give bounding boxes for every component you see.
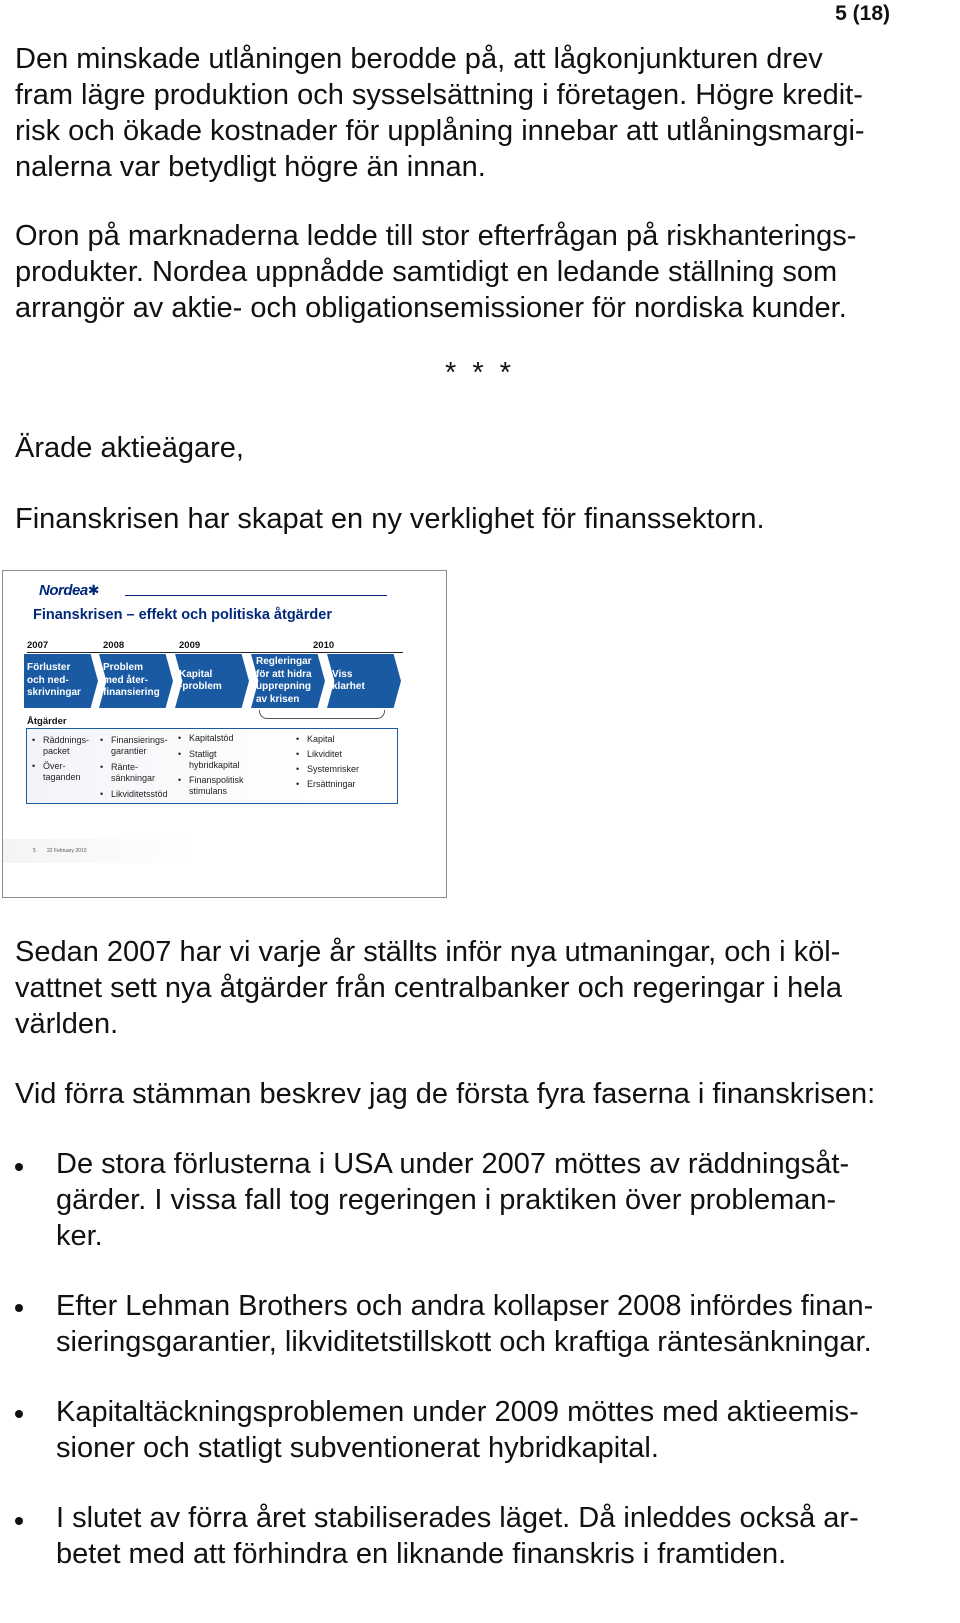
timeline-line [27, 652, 403, 653]
slide-date: 22 February 2010 [47, 848, 87, 854]
phase-label: Viss klarhet [332, 668, 365, 692]
bullet-item: I slutet av förra året stabiliserades läget. Då inleddes också ar- betet med att förhindra en liknande finanskris i framtiden. [56, 1502, 859, 1570]
slide-footer-band [3, 839, 193, 863]
slide-title: Finanskrisen – effekt och politiska åtgärder [33, 607, 332, 623]
page-number: 5 (18) [835, 2, 890, 25]
measure-item: • Systemrisker [307, 764, 359, 775]
measure-item: • Kapital [307, 734, 335, 745]
phase-label: Regleringar för att hidra upprepning av krisen [256, 656, 312, 705]
year-label: 2009 [179, 640, 201, 651]
measure-item: • Likviditet [307, 749, 342, 760]
measure-item: • Finansierings- garantier [111, 735, 168, 757]
paragraph-lending: Den minskade utlåningen berodde på, att lågkonjunkturen drev fram lägre produktion och sysselsättning i företagen. Högre kredit- risk och ökade kostnader för upplåning innebar att utlåningsmargi- nalerna var betydligt högre än innan. [15, 43, 865, 183]
measures-box [26, 728, 398, 804]
bullet-icon [15, 1410, 23, 1418]
measure-item: • Finanspolitisk stimulans [189, 775, 244, 797]
slide-page-number: 5 [33, 848, 36, 854]
measure-item: • Ränte- sänkningar [111, 762, 155, 784]
phase-brace [259, 710, 385, 719]
phase-label: Förluster och ned- skrivningar [27, 662, 81, 699]
bullet-icon [15, 1517, 23, 1525]
bullet-item: Kapitaltäckningsproblemen under 2009 möttes med aktieemis- sioner och statligt subventionerat hybridkapital. [56, 1396, 859, 1464]
measure-item: • Ersättningar [307, 779, 356, 790]
year-label: 2010 [313, 640, 335, 651]
bullet-item: De stora förlusterna i USA under 2007 möttes av räddningsåt- gärder. I vissa fall tog regeringen i praktiken över probleman- ker. [56, 1148, 850, 1252]
measure-item: • Över- taganden [43, 761, 81, 783]
measure-item: • Likviditetsstöd [111, 789, 168, 800]
bullet-item: Efter Lehman Brothers och andra kollapser 2008 infördes finan- sieringsgarantier, likviditetstillskott och kraftiga räntesänkningar. [56, 1290, 874, 1358]
measure-item: • Statligt hybridkapital [189, 749, 240, 771]
bullet-icon [15, 1163, 23, 1171]
embedded-slide [2, 570, 447, 898]
bullet-icon [15, 1304, 23, 1312]
phase-label: Kapital -problem [179, 668, 222, 692]
logo-star-icon: ✱ [87, 582, 99, 598]
paragraph-challenges: Sedan 2007 har vi varje år ställts inför nya utmaningar, och i köl- vattnet sett nya åtgärder från centralbanker och regeringar i hela världen. [15, 936, 842, 1040]
measures-label: Åtgärder [27, 716, 67, 727]
measure-item: • Räddnings- packet [43, 735, 89, 757]
phase-label: Problem med åter- finansiering [103, 662, 160, 699]
paragraph-phases-intro: Vid förra stämman beskrev jag de första fyra faserna i finanskrisen: [15, 1078, 876, 1110]
measure-item: • Kapitalstöd [189, 733, 234, 744]
paragraph-markets: Oron på marknaderna ledde till stor efterfrågan på riskhanterings- produkter. Nordea uppnådde samtidigt en ledande ställning som arrangör av aktie- och obligationsemissioner för nordiska kunder. [15, 220, 857, 324]
year-label: 2008 [103, 640, 125, 651]
logo-text: Nordea [39, 582, 88, 599]
greeting: Ärade aktieägare, [15, 432, 244, 464]
year-label: 2007 [27, 640, 49, 651]
header-rule [125, 595, 387, 596]
paragraph-new-reality: Finanskrisen har skapat en ny verklighet för finanssektorn. [15, 503, 765, 535]
section-separator: * * * [445, 357, 515, 389]
nordea-logo [39, 582, 99, 599]
